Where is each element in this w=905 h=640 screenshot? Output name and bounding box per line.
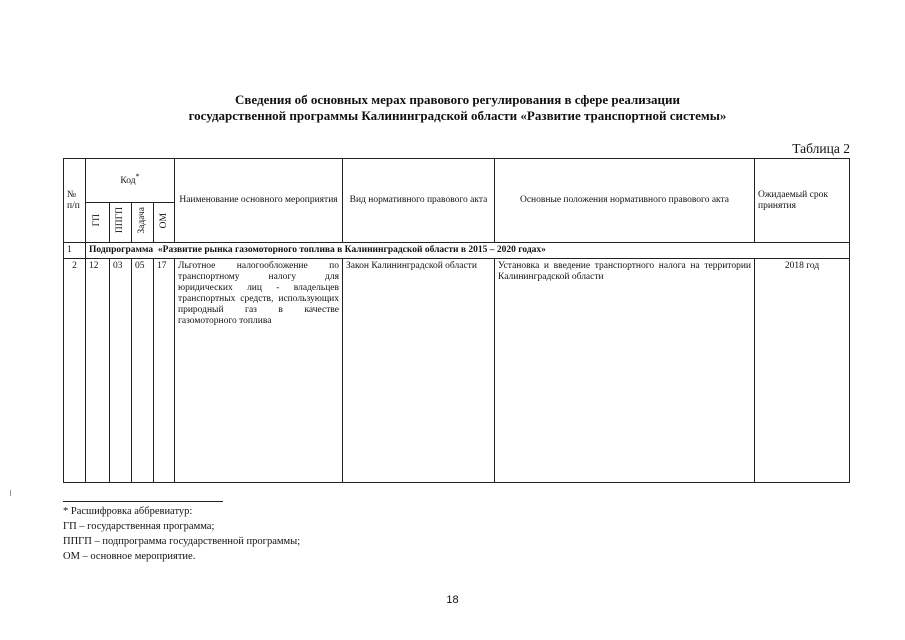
- header-event-name: [175, 159, 343, 243]
- header-provisions-text: Основные положения нормативного правового акта: [519, 195, 730, 205]
- header-code-gp: [86, 203, 110, 243]
- row-code-gp: 12: [86, 259, 110, 483]
- header-deadline-text: Ожидаемый срок принятия: [758, 189, 828, 211]
- title-line-1: Сведения об основных мерах правового регулирования в сфере реализации: [235, 92, 680, 107]
- page-number: 18: [446, 594, 459, 606]
- footnote-om: ОМ – основное мероприятие.: [63, 551, 196, 562]
- row-act-type: Закон Калининградской области: [343, 259, 495, 483]
- header-number-text: № п/п: [67, 189, 80, 211]
- subprogram-number: 1: [64, 243, 86, 259]
- row-number: 2: [64, 259, 86, 483]
- row-code-om: 17: [154, 259, 175, 483]
- header-code-text: Код: [120, 176, 136, 187]
- scan-mark: [10, 490, 11, 496]
- header-code: [86, 159, 175, 203]
- row-code-task: 05: [132, 259, 154, 483]
- header-code-om-text: ОМ: [158, 212, 169, 229]
- header-code-ppgp: [110, 203, 132, 243]
- footnote-divider: [63, 501, 223, 502]
- subprogram-title: [86, 243, 850, 259]
- footnote-ppgp: ППГП – подпрограмма государственной программы;: [63, 536, 301, 547]
- subprogram-label: Подпрограмма: [89, 245, 154, 255]
- header-event-name-text: Наименование основного мероприятия: [179, 195, 338, 205]
- table-row: [64, 259, 850, 483]
- footnote-heading: * Расшифровка аббревиатур:: [63, 506, 193, 517]
- title-line-2: государственной программы Калининградской области «Развитие транспортной системы»: [188, 108, 727, 123]
- header-code-ppgp-text: ППГП: [115, 207, 125, 234]
- header-act-type: [343, 159, 495, 243]
- table-label: Таблица 2: [792, 141, 850, 156]
- header-code-mark: *: [135, 172, 140, 181]
- legal-measures-table: [63, 158, 850, 483]
- header-number: [64, 159, 86, 243]
- header-act-type-text: Вид нормативного правового акта: [349, 195, 488, 205]
- row-deadline: 2018 год: [755, 259, 850, 483]
- header-code-om: [154, 203, 175, 243]
- document-title: [60, 92, 855, 124]
- subprogram-text: «Развитие рынка газомоторного топлива в Калининградской области в 2015 – 2020 годах»: [157, 245, 546, 255]
- header-code-task-text: Задача: [137, 207, 147, 234]
- subprogram-row: [64, 243, 850, 259]
- header-provisions: [495, 159, 755, 243]
- footnotes: [63, 504, 300, 564]
- footnote-gp: ГП – государственная программа;: [63, 521, 215, 532]
- header-deadline: [755, 159, 850, 243]
- header-code-gp-text: ГП: [92, 214, 102, 227]
- row-event-name: Льготное налогообложение по транспортному налогу для юридических лиц - владельцев транспортных средств, использующих природный газ в качестве газомоторного топлива: [175, 259, 343, 483]
- header-code-task: [132, 203, 154, 243]
- row-code-ppgp: 03: [110, 259, 132, 483]
- row-provisions: Установка и введение транспортного налога на территории Калининградской области: [495, 259, 755, 483]
